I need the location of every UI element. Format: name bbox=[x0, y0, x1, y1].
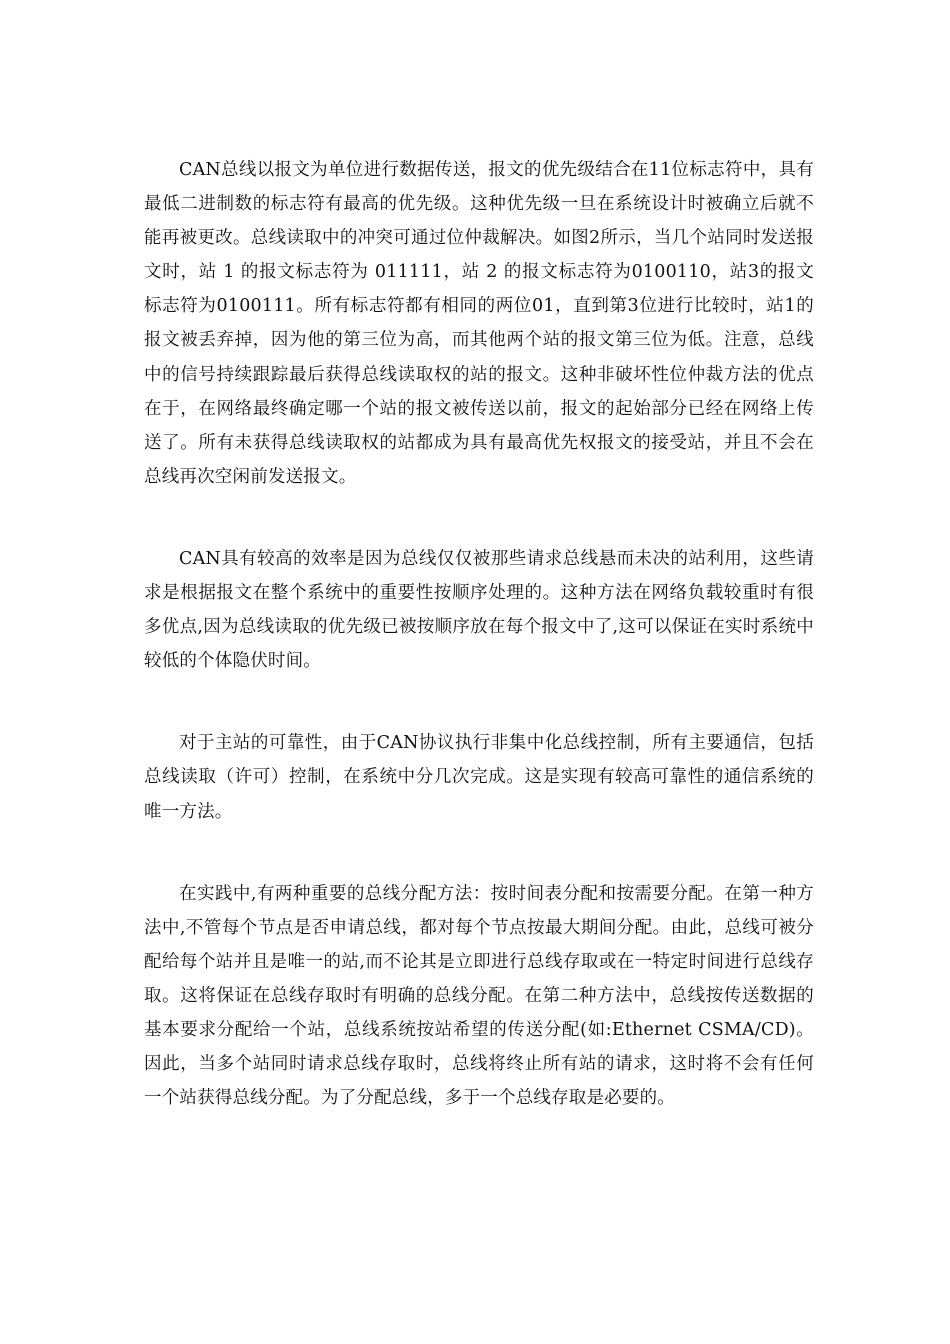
paragraph-reliability: 对于主站的可靠性，由于CAN协议执行非集中化总线控制，所有主要通信，包括总线读取（许可）控制，在系统中分几次完成。这是实现有较高可靠性的通信系统的唯一方法。 bbox=[144, 733, 814, 822]
paragraph-bus-allocation: 在实践中,有两种重要的总线分配方法：按时间表分配和按需要分配。在第一种方法中,不管每个节点是否申请总线，都对每个节点按最大期间分配。由此，总线可被分配给每个站并且是唯一的站,而不论其是立即进行总线存取或在一特定时间进行总线存取。这将保证在总线存取时有明确的总线分配。在第二种方法中，总线按传送数据的基本要求分配给一个站，总线系统按站希望的传送分配(如:Ethernet CSMA/CD)。因此，当多个站同时请求总线存取时，总线将终止所有站的请求，这时将不会有任何一个站获得总线分配。为了分配总线，多于一个总线存取是必要的。 bbox=[144, 883, 814, 1109]
paragraph-efficiency: CAN具有较高的效率是因为总线仅仅被那些请求总线悬而未决的站利用，这些请求是根据报文在整个系统中的重要性按顺序处理的。这种方法在网络负载较重时有很多优点,因为总线读取的优先级已被按顺序放在每个报文中了,这可以保证在实时系统中较低的个体隐伏时间。 bbox=[144, 548, 814, 672]
paragraph-bus-arbitration: CAN总线以报文为单位进行数据传送，报文的优先级结合在11位标志符中，具有最低二进制数的标志符有最高的优先级。这种优先级一旦在系统设计时被确立后就不能再被更改。总线读取中的冲突可通过位仲裁解决。如图2所示，当几个站同时发送报文时，站 1 的报文标志符为 011111，站 2 的报文标志符为0100110，站3的报文标志符为0100111。所有标志符都有相同的两位01，直到第3位进行比较时，站1的报文被丢弃掉，因为他的第三位为高，而其他两个站的报文第三位为低。注意，总线中的信号持续跟踪最后获得总线读取权的站的报文。这种非破坏性位仲裁方法的优点在于，在网络最终确定哪一个站的报文被传送以前，报文的起始部分已经在网络上传送了。所有未获得总线读取权的站都成为具有最高优先权报文的接受站，并且不会在总线再次空闲前发送报文。 bbox=[144, 160, 814, 487]
document-body bbox=[144, 153, 814, 1115]
